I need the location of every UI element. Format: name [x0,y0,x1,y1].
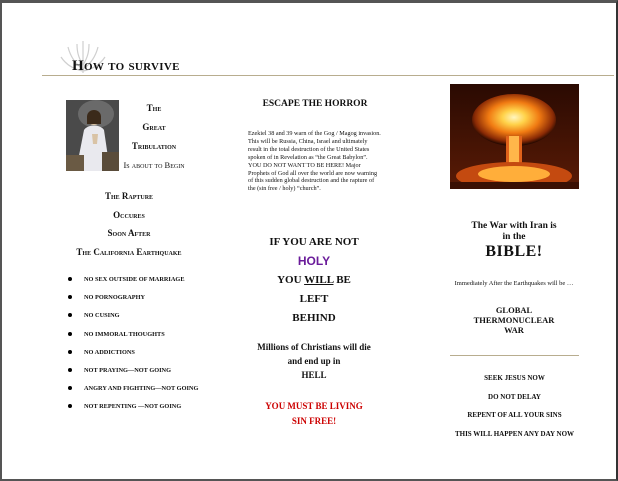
global-war-heading [450,305,578,335]
you-word: YOU [277,274,302,286]
iran-war-heading [450,221,578,261]
action-item: THIS WILL HAPPEN ANY DAY NOW [454,429,575,438]
list-item: NOT PRAYING—NOT GOING [68,366,208,375]
prophecy-paragraph: Ezekiel 38 and 39 warn of the Gog / Magog invasion. This will be Russia, China, Israel and ultimately result in the total destruction of the United States spoken of in Revelation as “the Great Babylon”. YOU DO NOT WANT TO BE HERE! Major Prophets of God all over the world are now warning of this sudden global destruction and the rapture of the (sin free / holy) “church”. [248,130,381,193]
action-item: DO NOT DELAY [488,392,541,401]
if-not-line: IF YOU ARE NOT [269,236,359,248]
you-will-be-line [248,271,380,290]
tribulation-heading [122,99,186,175]
after-earthquakes-text: Immediately After the Earthquakes will be … [454,280,574,287]
iran-line: in the [502,232,526,242]
rules-list [68,275,208,421]
page-title: How to survive [72,58,180,74]
millions-line: Millions of Christians will die [257,342,371,352]
tribulation-line: Tribulation [131,141,177,151]
escape-heading: ESCAPE THE HORROR [262,99,368,109]
living-line: SIN FREE! [291,416,337,426]
rapture-line: The Rapture [104,191,154,201]
list-item: NO CUSING [68,311,208,320]
tribulation-line: Is about to Begin [123,160,185,170]
rapture-heading [46,187,212,261]
list-item: NOT REPENTING —NOT GOING [68,402,208,411]
will-word: WILL [304,274,334,286]
rapture-line: Soon After [107,228,151,238]
iran-line: The War with Iran is [471,221,557,231]
action-item: SEEK JESUS NOW [484,374,545,382]
millions-line: HELL [301,370,327,380]
list-item: ANGRY AND FIGHTING—NOT GOING [68,384,208,393]
global-line: THERMONUCLEAR [473,315,555,325]
list-item: NO IMMORAL THOUGHTS [68,330,208,339]
list-item: NO SEX OUTSIDE OF MARRIAGE [68,275,208,284]
bible-word: BIBLE! [485,243,543,260]
tribulation-line: Great [142,122,166,132]
left-word: LEFT [299,293,329,305]
holy-word: HOLY [297,254,331,268]
global-line: WAR [504,325,524,335]
rapture-line: The California Earthquake [76,246,182,257]
rapture-line: Occures [113,209,145,220]
be-word: BE [336,274,351,286]
holy-warning [248,233,380,328]
millions-warning [248,340,380,382]
tribulation-line: The [146,103,162,113]
sin-free-callout [248,399,380,429]
list-item: NO PORNOGRAPHY [68,293,208,302]
jesus-praying-image [66,100,119,171]
global-line: GLOBAL [495,305,533,315]
list-item: NO ADDICTIONS [68,348,208,357]
brochure-sheet [2,3,614,477]
header-divider [42,75,614,76]
right-divider [450,355,579,356]
millions-line: and end up in [287,356,341,366]
nuclear-explosion-image [450,84,579,189]
behind-word: BEHIND [292,312,336,324]
action-item: REPENT OF ALL YOUR SINS [467,411,562,419]
call-to-action-list [448,374,581,448]
living-line: YOU MUST BE LIVING [265,401,363,411]
